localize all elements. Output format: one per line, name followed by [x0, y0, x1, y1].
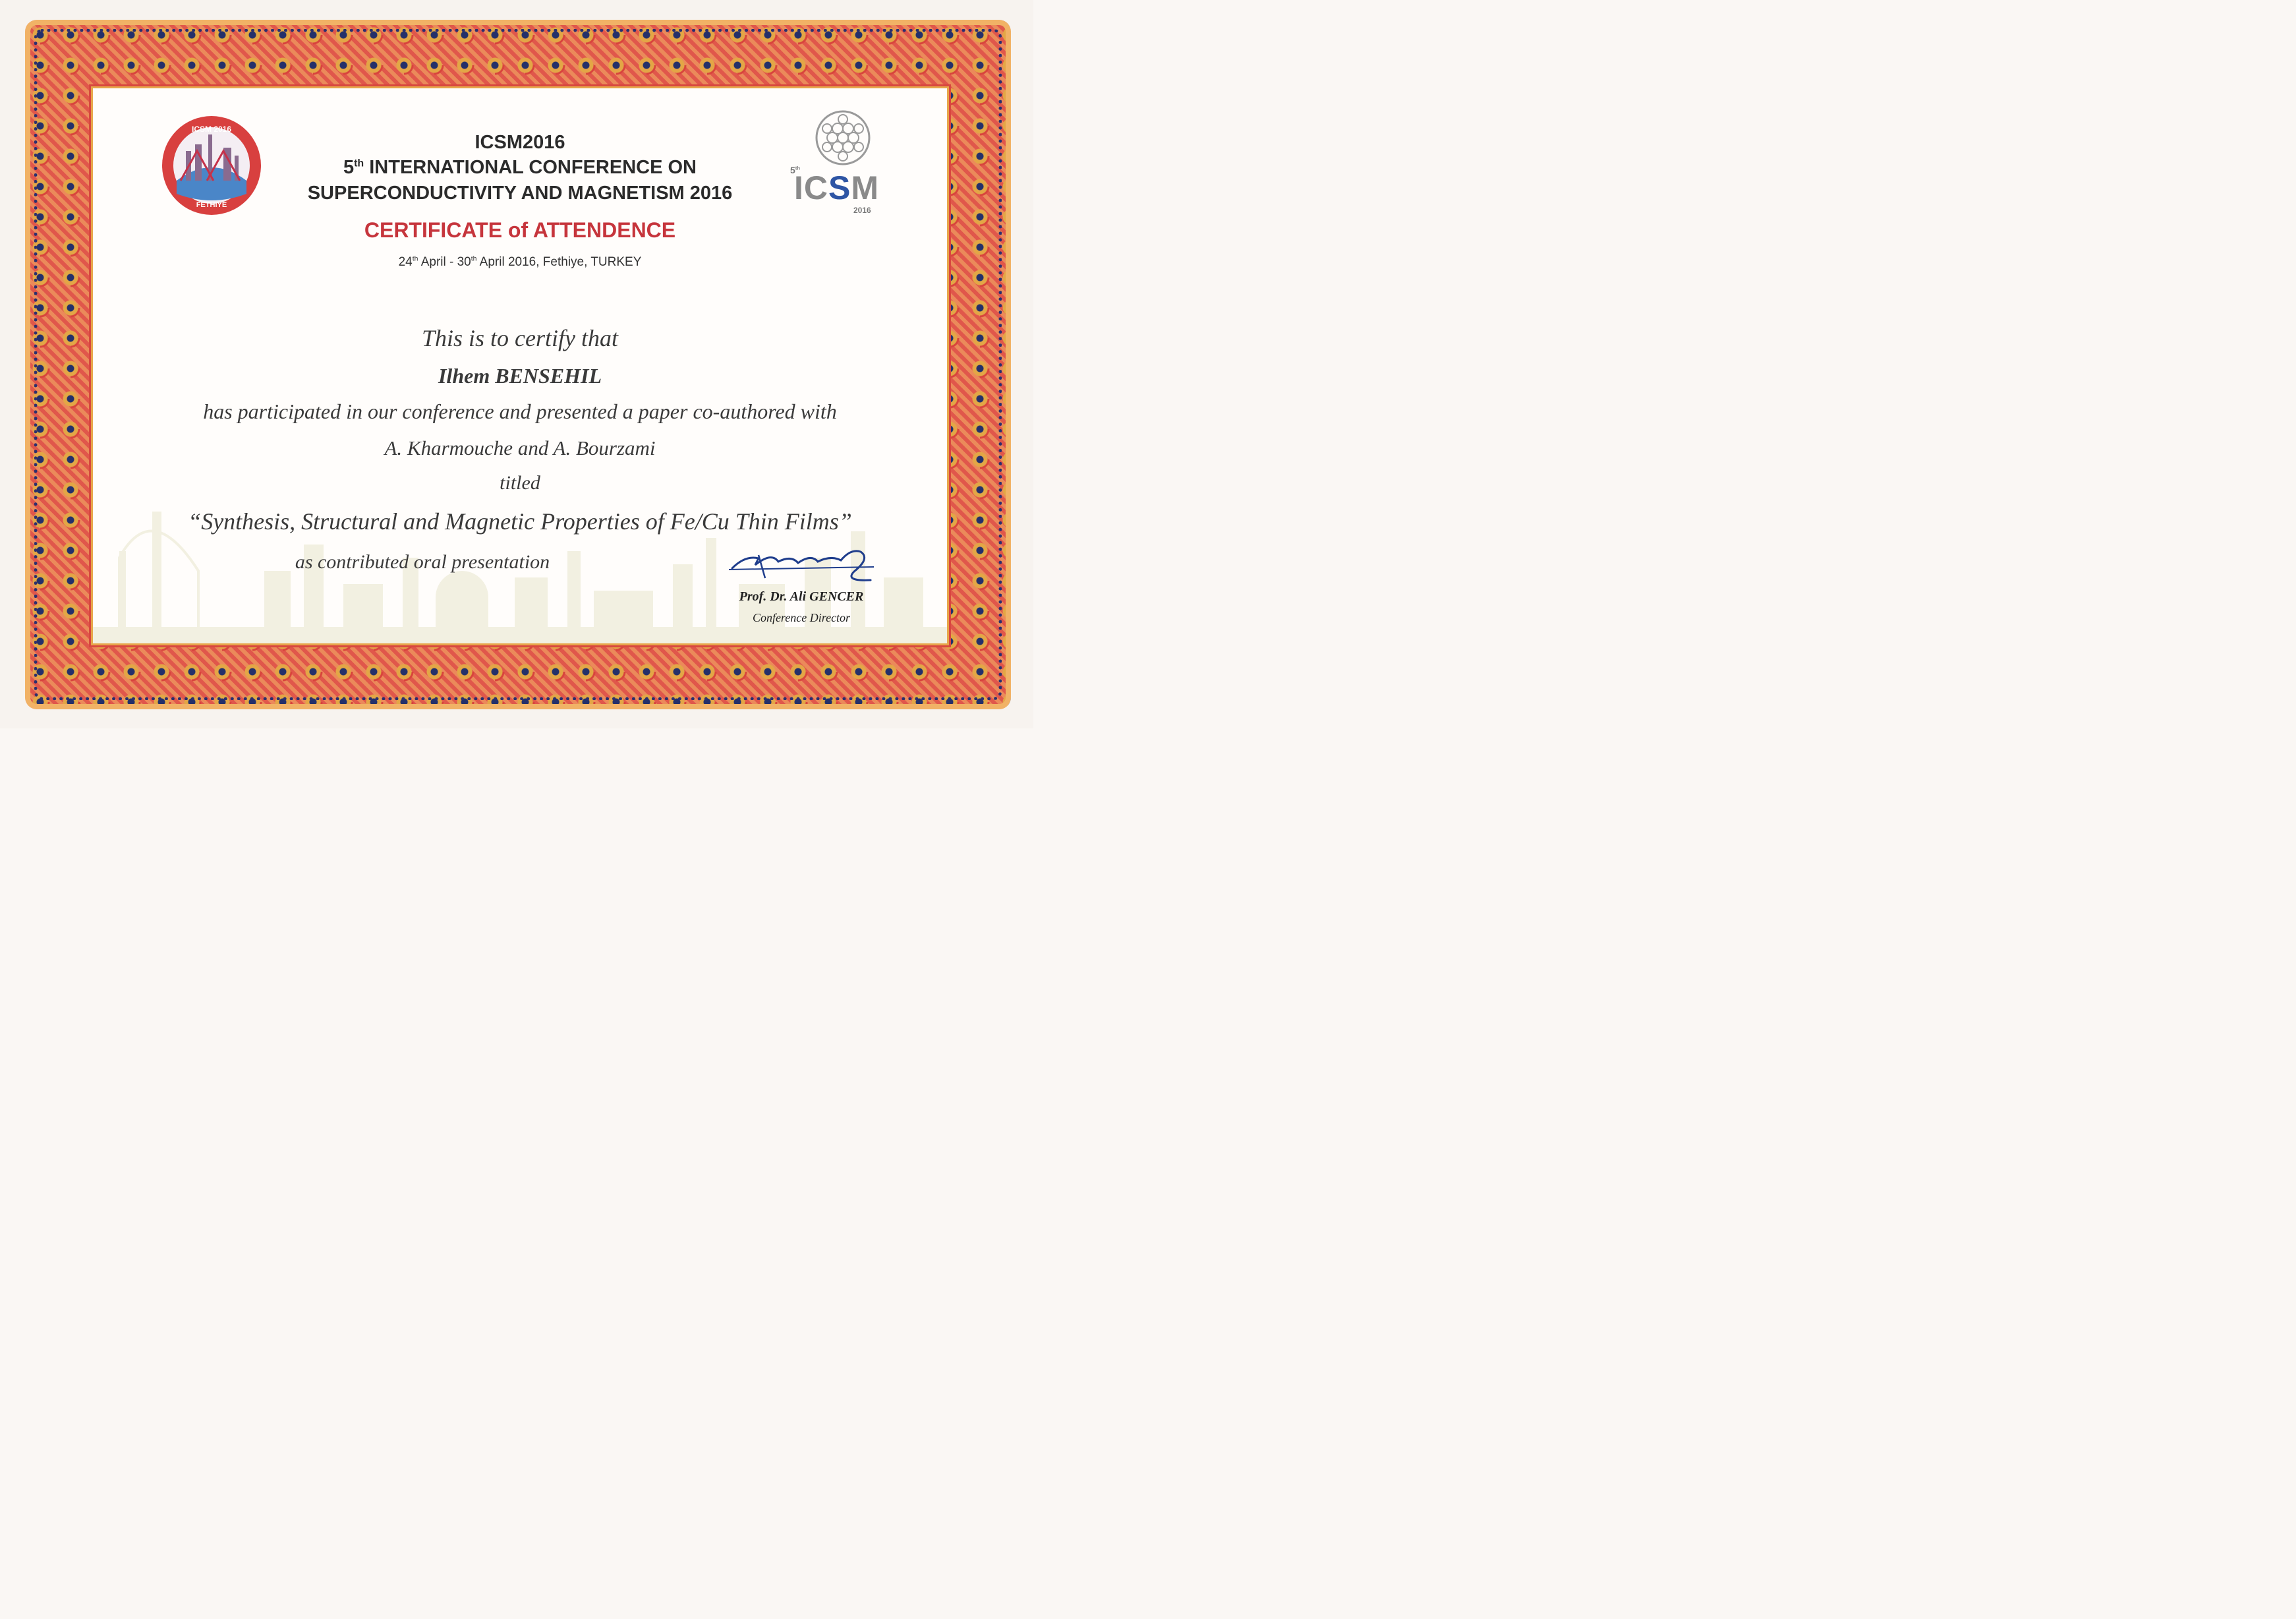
logo-fifth-sup: th — [795, 165, 801, 171]
title-ordinal: 5 — [343, 157, 355, 178]
recipient-name: Ilhem BENSEHIL — [438, 364, 602, 388]
conference-title-line2: SUPERCONDUCTIVITY AND MAGNETISM 2016 — [307, 183, 733, 204]
logo-fifth: 5 — [790, 165, 795, 175]
certificate-page — [0, 0, 1033, 728]
logo-s: S — [828, 169, 851, 206]
presentation-type: as contributed oral presentation — [295, 551, 550, 573]
signatory-role: Conference Director — [752, 611, 851, 624]
paper-title: “Synthesis, Structural and Magnetic Properties of Fe/Cu Thin Films” — [188, 508, 852, 535]
logo-ic: IC — [794, 169, 828, 206]
date-end-sup: th — [471, 255, 477, 263]
certificate-heading: CERTIFICATE of ATTENDENCE — [364, 218, 676, 242]
coauthors: A. Kharmouche and A. Bourzami — [384, 436, 656, 459]
title-ordinal-sup: th — [354, 158, 364, 169]
director-signature — [719, 529, 890, 588]
logo-m: M — [851, 169, 880, 206]
logo-year: 2016 — [853, 206, 871, 215]
date-rest: April 2016, Fethiye, TURKEY — [476, 255, 642, 269]
date-start-sup: th — [412, 255, 418, 263]
conference-dates — [93, 255, 947, 270]
date-start-day: 24 — [398, 255, 413, 269]
titled-label: titled — [500, 472, 540, 494]
participation-statement: has participated in our conference and presented a paper co-authored with — [203, 399, 837, 423]
title-line1-rest: INTERNATIONAL CONFERENCE ON — [364, 157, 697, 178]
date-middle: April - 30 — [418, 255, 471, 269]
certify-statement: This is to certify that — [421, 325, 618, 351]
certificate-panel — [91, 86, 949, 645]
conference-code: ICSM2016 — [474, 132, 565, 153]
seal-top-text: ICSM 2016 — [191, 125, 232, 134]
seal-bottom-text: FETHIYE — [196, 201, 227, 209]
signatory-name: Prof. Dr. Ali GENCER — [739, 589, 864, 604]
conference-title-line1 — [93, 157, 947, 179]
